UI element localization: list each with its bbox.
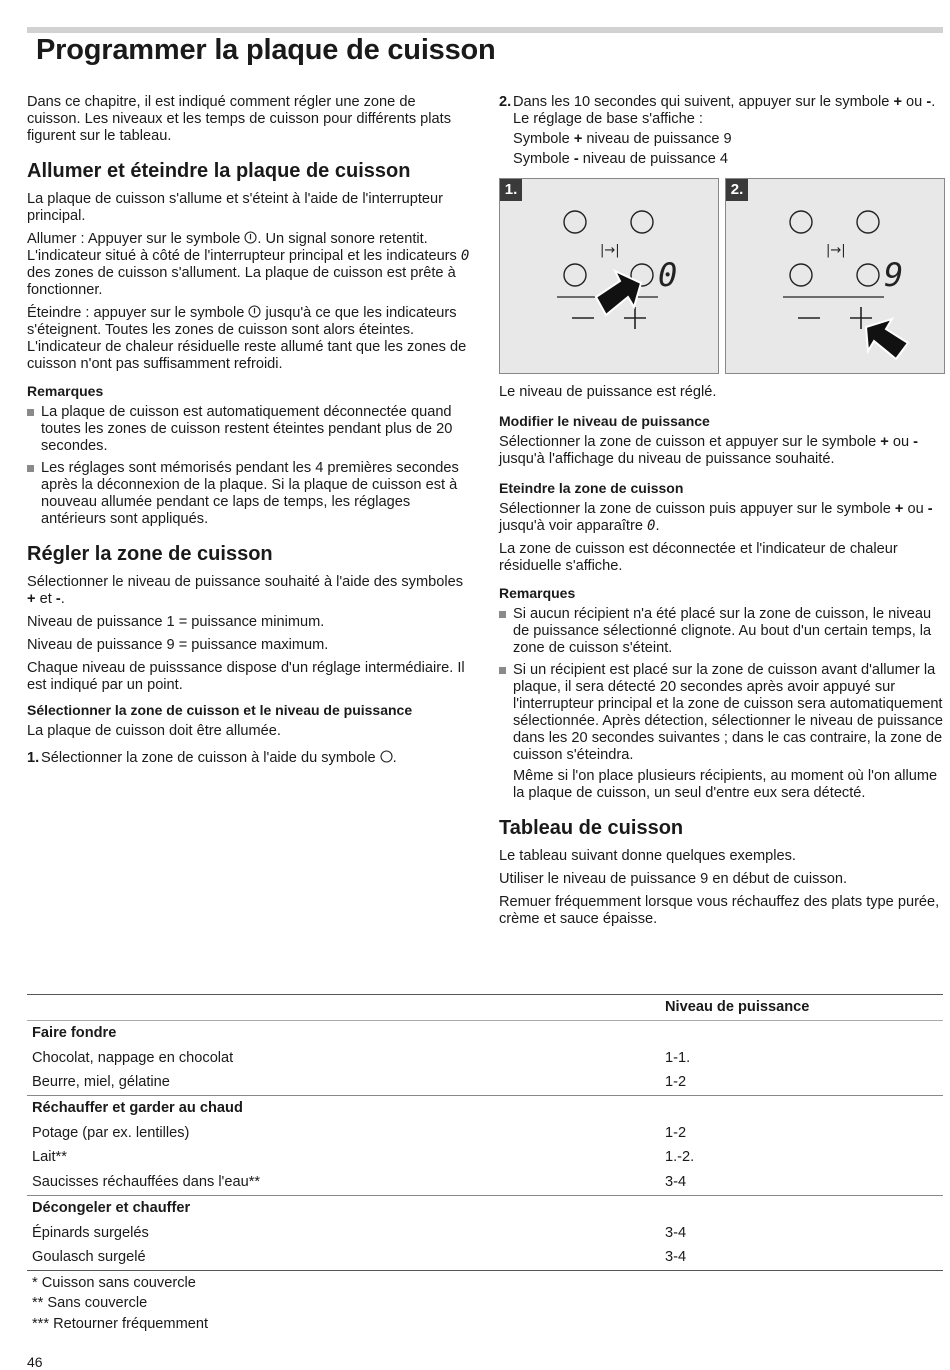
footnote: ** Sans couvercle <box>32 1295 148 1312</box>
section-heading-table: Tableau de cuisson <box>499 817 684 839</box>
cooking-table <box>27 994 943 1334</box>
right-column <box>499 94 943 934</box>
zone-intro-text: Sélectionner le niveau de puissance souhaité à l'aide des symboles + et -. <box>27 574 464 607</box>
list-item: La plaque de cuisson est automatiquement déconnectée quand toutes les zones de cuisson restent éteintes pendant plus de 20 secondes. <box>27 404 470 455</box>
column-header: Niveau de puissance <box>665 999 810 1015</box>
figures <box>499 178 943 374</box>
table-header <box>27 994 943 1021</box>
switch-off-zone-text: Sélectionner la zone de cuisson puis appuyer sur le symbole + ou - jusqu'à voir apparaître 0. <box>499 501 933 534</box>
intro-text: Dans ce chapitre, il est indiqué comment régler une zone de cuisson. Les niveaux et les temps de cuisson pour différents plats figurent sur le tableau. <box>27 94 451 144</box>
bullet-icon <box>499 667 506 674</box>
table-row <box>27 1070 943 1095</box>
on-off-text: La plaque de cuisson s'allume et s'éteint à l'aide de l'interrupteur principal. <box>27 191 443 224</box>
page-number: 46 <box>27 1354 43 1370</box>
table-row <box>27 1170 943 1195</box>
level-cell: 1-2 <box>665 1124 687 1141</box>
list-item: Si aucun récipient n'a été placé sur la zone de cuisson, le niveau de puissance sélectionné clignote. Au bout d'un certain temps, la zone de cuisson s'éteint. <box>499 606 943 657</box>
dish-cell: Lait** <box>32 1149 67 1166</box>
zero-display-glyph: 0 <box>647 518 656 534</box>
table-row <box>27 1121 943 1146</box>
switch-on-text: Allumer : Appuyer sur le symbole . Un signal sonore retentit. L'indicateur situé à côté de l'interrupteur principal et les indicateurs 0 des zones de cuisson s'allument. La plaque de cuisson est prête à fonctionner. <box>27 231 470 298</box>
remarks-list <box>499 606 943 802</box>
table-group-row <box>27 1195 943 1221</box>
level-cell: 1.-2. <box>665 1149 695 1166</box>
left-column <box>27 94 470 773</box>
svg-text:0: 0 <box>658 256 678 294</box>
footnote: *** Retourner fréquemment <box>32 1315 209 1332</box>
level-cell: 1-1. <box>665 1049 691 1066</box>
level-cell: 3-4 <box>665 1224 687 1241</box>
dish-cell: Chocolat, nappage en chocolat <box>32 1049 234 1066</box>
remarks-heading: Remarques <box>499 585 576 601</box>
table-group-row <box>27 1021 943 1046</box>
step-1: 1. Sélectionner la zone de cuisson à l'aide du symbole . <box>27 750 397 766</box>
level-cell: 3-4 <box>665 1249 687 1266</box>
select-zone-heading: Sélectionner la zone de cuisson et le niveau de puissance <box>27 702 413 718</box>
bullet-icon <box>27 409 34 416</box>
table-row <box>27 1245 943 1270</box>
cooktop-panel-illustration <box>726 179 944 373</box>
footnote: * Cuisson sans couvercle <box>32 1274 196 1291</box>
remarks-heading: Remarques <box>27 383 104 399</box>
level-set-text: Le niveau de puissance est réglé. <box>499 384 717 400</box>
dish-cell: Épinards surgelés <box>32 1224 149 1241</box>
zero-display-glyph: 0 <box>460 248 470 264</box>
table-group-row <box>27 1095 943 1121</box>
prerequisite-text: La plaque de cuisson doit être allumée. <box>27 723 281 739</box>
table-row <box>27 1221 943 1246</box>
table-row <box>27 1046 943 1071</box>
step-2: 2. Dans les 10 secondes qui suivent, appuyer sur le symbole + ou -. Le réglage de base s'affiche : <box>499 94 936 127</box>
table-intro-2: Utiliser le niveau de puissance 9 en début de cuisson. <box>499 871 848 887</box>
section-heading-on-off: Allumer et éteindre la plaque de cuisson <box>27 160 411 182</box>
table-row <box>27 1145 943 1170</box>
table-end-rule <box>27 1270 943 1271</box>
svg-text:|→|: |→| <box>600 243 620 258</box>
dish-cell: Saucisses réchauffées dans l'eau** <box>32 1174 261 1191</box>
table-intro-3: Remuer fréquemment lorsque vous réchauffez des plats type purée, crème et sauce épaisse. <box>499 894 940 927</box>
section-heading-zone: Régler la zone de cuisson <box>27 543 273 565</box>
figure-2 <box>725 178 945 374</box>
remarks-list <box>27 404 470 528</box>
switch-off-text: Éteindre : appuyer sur le symbole jusqu'à ce que les indicateurs s'éteignent. Toutes les zones de cuisson sont alors éteintes. L'indicateur de chaleur résiduelle reste allumé tant que les zones de cuisson n'ont pas suffisamment refroidi. <box>27 305 467 372</box>
intermediate-text: Chaque niveau de puisssance dispose d'un réglage intermédiaire. Il est indiqué par un point. <box>27 660 465 693</box>
figure-label: 2. <box>726 179 748 201</box>
table-intro-1: Le tableau suivant donne quelques exemples. <box>499 848 796 864</box>
top-rule <box>27 27 943 33</box>
modify-level-heading: Modifier le niveau de puissance <box>499 413 710 429</box>
list-item: Si un récipient est placé sur la zone de cuisson avant d'allumer la plaque, il sera détecté 20 secondes après avoir appuyé sur l'interrupteur principal et la zone de cuisson sera automatiquement sélectionnée. Après détection, sélectionner le niveau de puissance dans les 20 secondes suivantes ; dans le cas contraire, la zone de cuisson s'éteindra. Même si l'on place plusieurs récipients, au moment où l'on allume la plaque de cuisson, un seul d'entre eux sera détecté. <box>499 662 943 802</box>
cooktop-panel-illustration <box>500 179 718 373</box>
bullet-icon <box>499 611 506 618</box>
bullet-icon <box>27 465 34 472</box>
table-body <box>27 1021 943 1270</box>
dish-cell: Goulasch surgelé <box>32 1249 146 1266</box>
list-item-continuation: Même si l'on place plusieurs récipients, au moment où l'on allume la plaque de cuisson, un seul d'entre eux sera détecté. <box>513 768 938 801</box>
list-item: Les réglages sont mémorisés pendant les 4 premières secondes après la déconnexion de la plaque. Si la plaque de cuisson est à nouveau allumée pendant ce laps de temps, les réglages antérieurs sont appliqués. <box>27 460 470 528</box>
dish-cell: Potage (par ex. lentilles) <box>32 1124 190 1141</box>
svg-text:|→|: |→| <box>826 243 846 258</box>
minus-default-text: Symbole - niveau de puissance 4 <box>513 151 729 167</box>
figure-label: 1. <box>500 179 522 201</box>
svg-text:9: 9 <box>884 256 904 294</box>
page-title: Programmer la plaque de cuisson <box>36 34 496 66</box>
group-label: Décongeler et chauffer <box>32 1199 191 1216</box>
max-level-text: Niveau de puissance 9 = puissance maximum. <box>27 637 329 653</box>
switch-off-zone-heading: Eteindre la zone de cuisson <box>499 480 684 496</box>
figure-1 <box>499 178 719 374</box>
zone-icon <box>380 750 393 766</box>
power-icon <box>244 231 257 247</box>
modify-level-text: Sélectionner la zone de cuisson et appuyer sur le symbole + ou - jusqu'à l'affichage du niveau de puissance souhaité. <box>499 434 919 467</box>
level-cell: 3-4 <box>665 1174 687 1191</box>
footnotes <box>27 1273 943 1335</box>
dish-cell: Beurre, miel, gélatine <box>32 1074 170 1091</box>
min-level-text: Niveau de puissance 1 = puissance minimum. <box>27 614 325 630</box>
residual-heat-text: La zone de cuisson est déconnectée et l'indicateur de chaleur résiduelle s'affiche. <box>499 541 898 574</box>
level-cell: 1-2 <box>665 1074 687 1091</box>
group-label: Faire fondre <box>32 1025 117 1041</box>
power-icon <box>248 305 261 321</box>
group-label: Réchauffer et garder au chaud <box>32 1100 243 1117</box>
plus-default-text: Symbole + niveau de puissance 9 <box>513 131 732 147</box>
